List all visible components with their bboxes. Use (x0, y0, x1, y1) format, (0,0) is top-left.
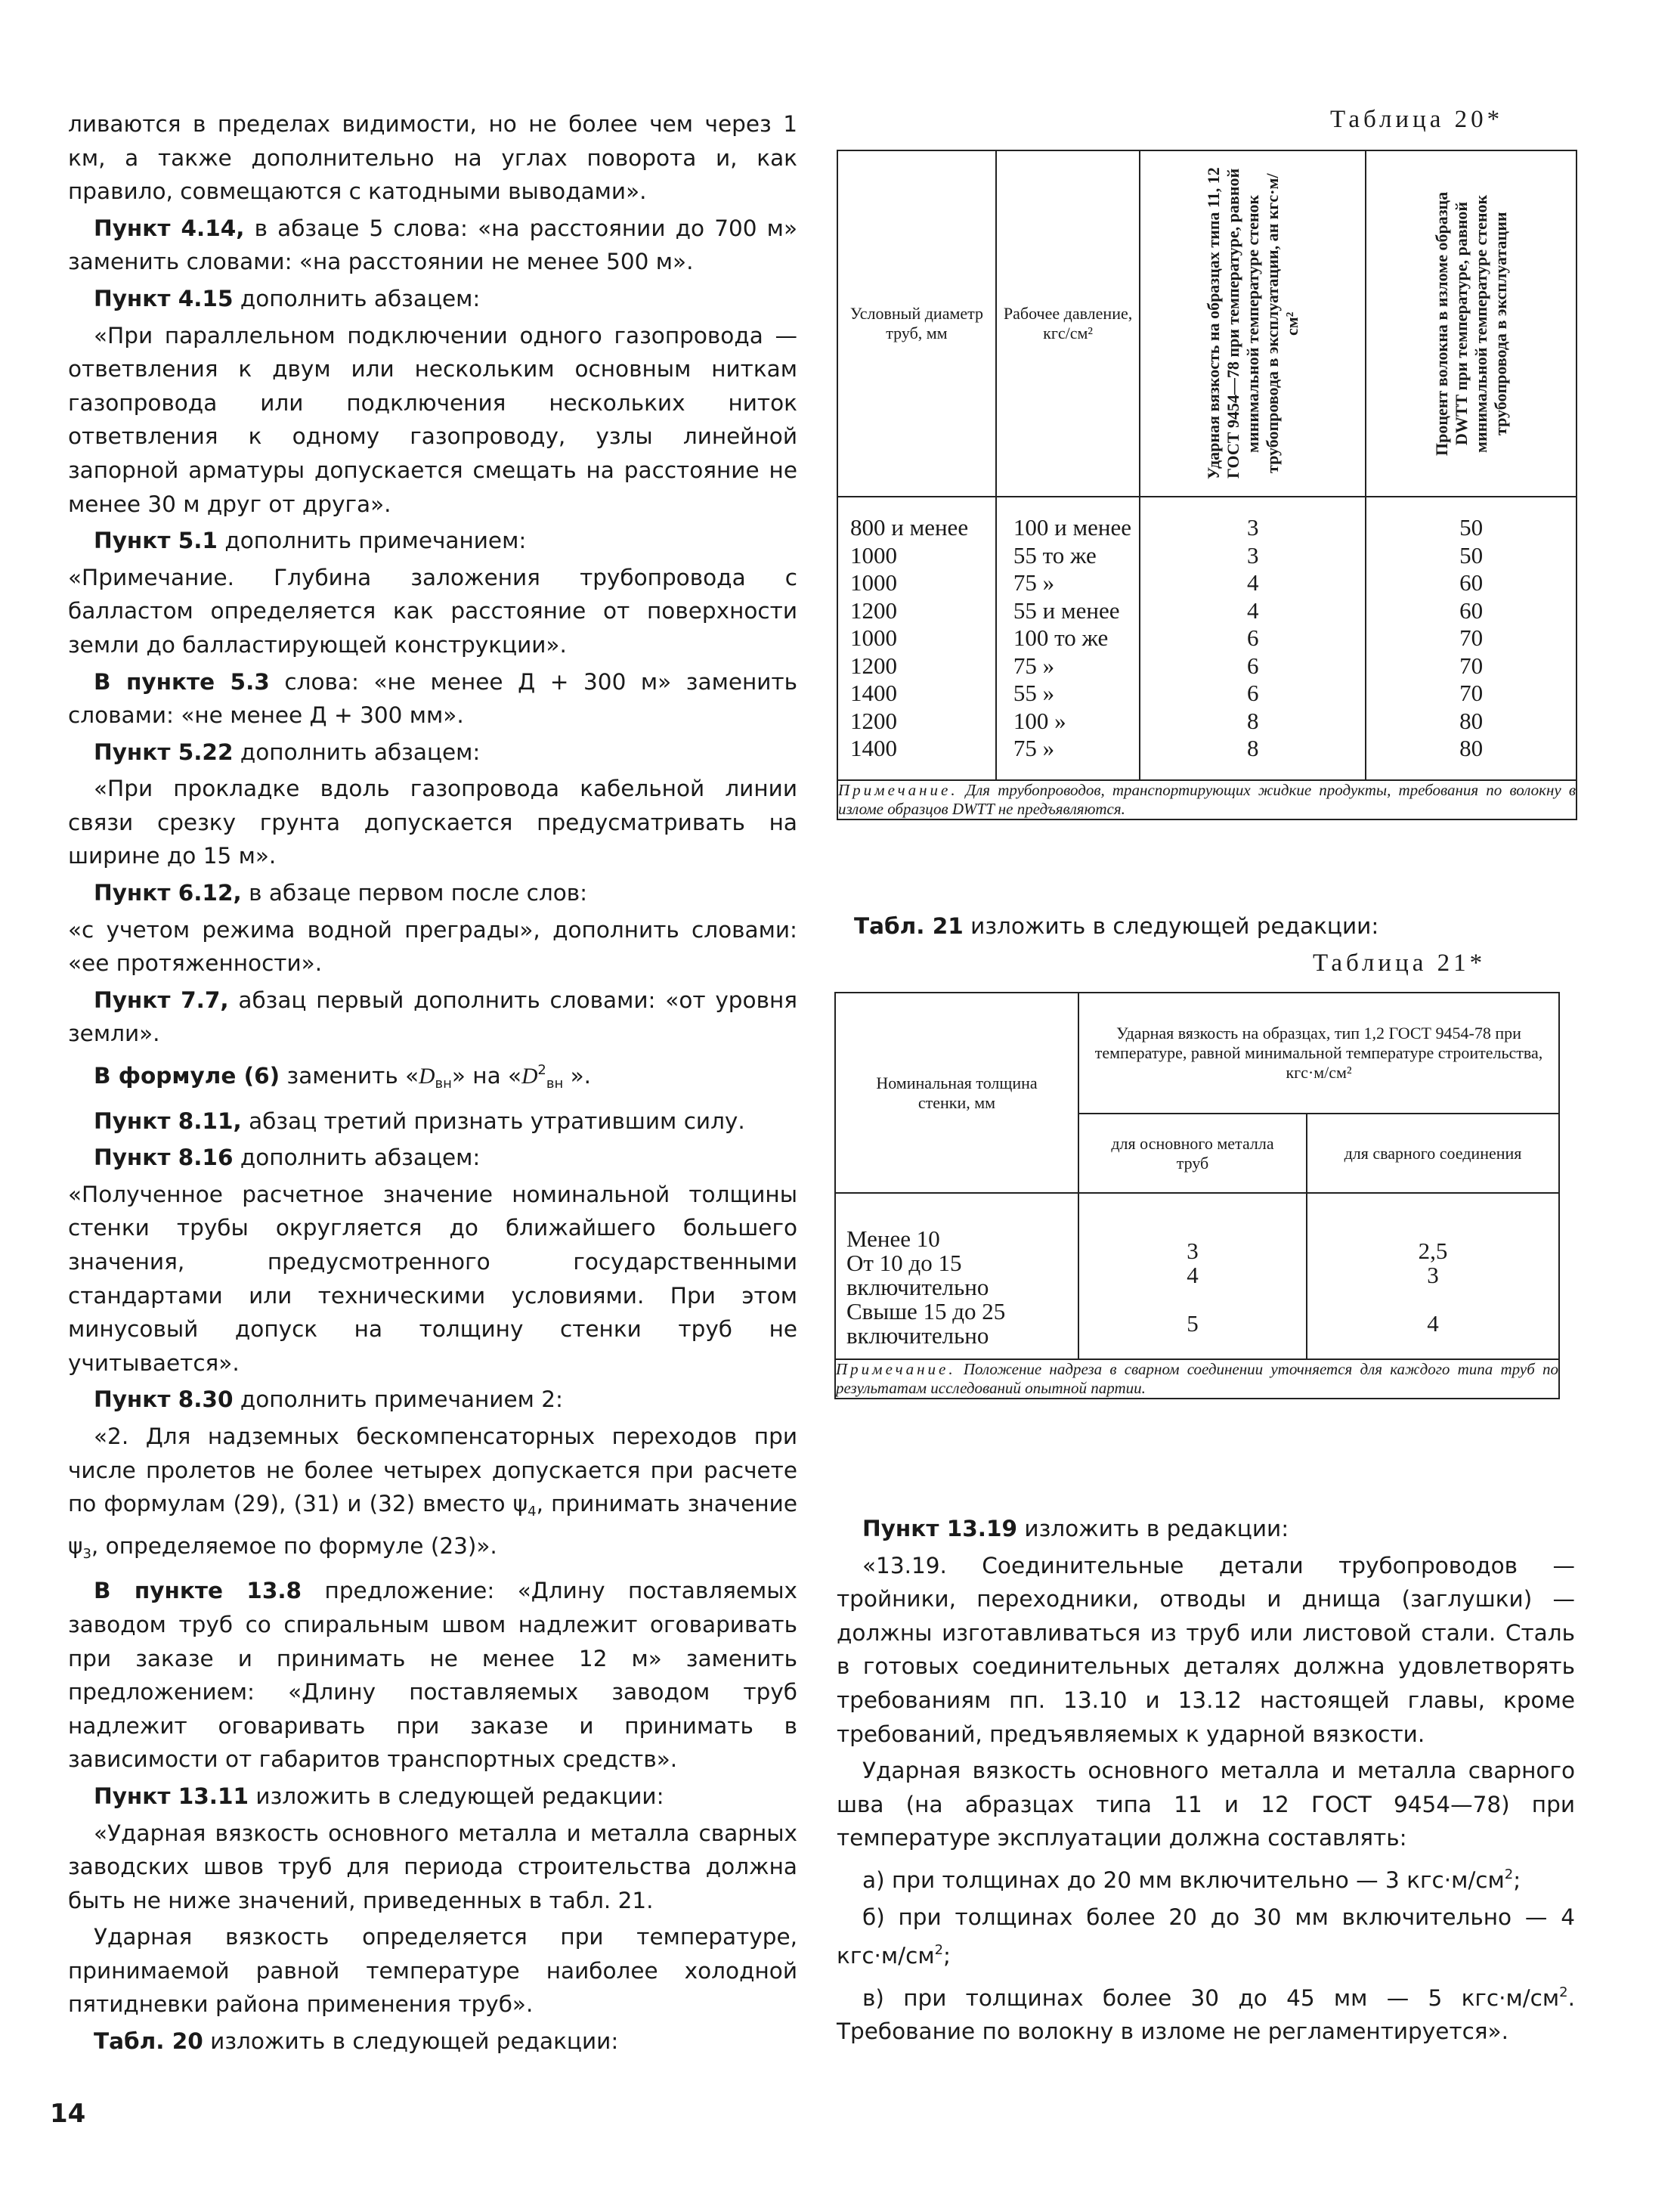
table-cell: 5 (1187, 1310, 1199, 1337)
table-cell: 6 (1246, 624, 1259, 652)
table-cell: 60 (1459, 596, 1484, 624)
clause-ref: В пункте 13.8 (94, 1578, 302, 1604)
table-cell: 55 и менее (1013, 596, 1120, 624)
text: в абзаце первом после слов: (241, 880, 588, 906)
paragraph (68, 1780, 797, 1814)
table-cell: 800 и менее (850, 514, 969, 541)
table21-col-weld (1307, 1193, 1559, 1359)
text: . Требование по волокну в изломе не регламентируется». (837, 1984, 1575, 2045)
paragraph: «При параллельном подключении одного газопровода — ответвления к двум или нескольким основным ниткам газопровода или подключения нескольких ниток ответвления к одному газопроводу, узлы линейной запорной арматуры допускается смещать на расстояние не менее 30 м друг от друга». (68, 322, 797, 517)
table-cell: 4 (1187, 1262, 1199, 1288)
table-cell: 4 (1427, 1310, 1439, 1337)
paragraph: Ударная вязкость определяется при температуре, принимаемой равной температуре наиболее холодной пятидневки района применения труб». (68, 1924, 797, 2018)
superscript: 2 (1559, 1984, 1568, 2000)
table-cell: 55 » (1013, 680, 1055, 707)
table-cell: 1400 (850, 680, 897, 707)
table20-col-diameter (837, 497, 996, 780)
paragraph (837, 1858, 1575, 1898)
paragraph (68, 665, 797, 733)
paragraph: «При прокладке вдоль газопровода кабельной линии связи срезку грунта допускается предусматривать на ширине до 15 м». (68, 776, 797, 869)
subscript: 4 (528, 1504, 537, 1520)
table-cell: 75 » (1013, 652, 1055, 679)
table21-header-base: для основного металла труб (1078, 1114, 1307, 1193)
page-number: 14 (50, 2099, 86, 2129)
table20-caption: Таблица 20* (1330, 106, 1504, 133)
table20-col-pressure (996, 497, 1140, 780)
clause-ref: Пункт 8.30 (94, 1386, 234, 1413)
formula-symbol: D (419, 1064, 435, 1089)
table20-header-impact: Ударная вязкость на образцах типа 11, 12 ГОСТ 9454—78 при температуре, равной минимальной температуре стенок трубопровода в эксплуатации, aн кгс·м/см² (1140, 150, 1366, 497)
paragraph (68, 212, 797, 279)
subscript: вн (546, 1076, 564, 1092)
table20-header-pressure: Рабочее давление, кгс/см² (996, 150, 1140, 497)
text: дополнить абзацем: (233, 739, 481, 765)
text: ». (563, 1063, 592, 1089)
paragraph (68, 736, 797, 770)
paragraph (68, 876, 797, 910)
table-cell: 80 (1459, 735, 1484, 762)
clause-ref: Пункт 5.1 (94, 528, 218, 554)
table21-header-weld: для сварного соединения (1307, 1114, 1559, 1193)
text: изложить в редакции: (1017, 1516, 1289, 1541)
table-cell: 8 (1246, 735, 1259, 762)
text: дополнить примечанием 2: (233, 1386, 563, 1413)
text: слова: «не менее Д + 300 м» заменить словами: «не менее Д + 300 мм». (68, 668, 798, 729)
text: «2. Для надземных бескомпенсаторных переходов при числе пролетов не более четырех допускается при расчете по формулам (29), (31) и (32) вместо ψ (68, 1423, 797, 1517)
text: дополнить примечанием: (217, 528, 527, 554)
paragraph (837, 1901, 1575, 1973)
table-cell: 1200 (850, 652, 897, 679)
paragraph (837, 1976, 1575, 2049)
clause-ref: Пункт 4.14, (94, 215, 245, 241)
text: , принимать значение ψ (68, 1491, 797, 1559)
table-cell: 100 » (1013, 707, 1066, 734)
table20-body (837, 497, 1577, 780)
subscript: вн (435, 1076, 452, 1092)
clause-ref: Табл. 21 (854, 913, 964, 939)
table-cell: 1000 (850, 624, 897, 652)
table-cell: 3 (1427, 1262, 1439, 1288)
table20-col-impact (1140, 497, 1366, 780)
table-cell: 75 » (1013, 569, 1055, 596)
note-text: Для трубопроводов, транспортирующих жидкие продукты, требования по волокну в изломе образцов DWTT не предъявляются. (838, 781, 1576, 818)
table-cell: 1400 (850, 735, 897, 762)
text: , определяемое по формуле (23)». (91, 1532, 497, 1559)
paragraph (68, 524, 797, 558)
text: ; (1513, 1867, 1521, 1893)
text: изложить в следующей редакции: (249, 1783, 664, 1809)
clause-ref: В формуле (6) (94, 1063, 280, 1089)
clause-ref: В пункте 5.3 (94, 668, 270, 695)
paragraph: Ударная вязкость основного металла и металла сварного шва (на абразцах типа 11 и 12 ГОСТ 9454—78) при температуре эксплуатации должна составлять: (837, 1758, 1575, 1851)
table20-note (837, 780, 1577, 819)
note-label: Примечание. (838, 781, 958, 799)
table21-col-base (1078, 1193, 1307, 1359)
clause-ref: Пункт 5.22 (94, 739, 234, 765)
text: абзац первый дополнить словами: «от уровня земли». (68, 987, 797, 1047)
text: в) при толщинах более 30 до 45 мм — 5 кгс·м/см (862, 1984, 1560, 2011)
table21-header-impact: Ударная вязкость на образцах, тип 1,2 ГОСТ 9454-78 при температуре, равной минимальной температуре строительства, кгс·м/см² (1078, 993, 1559, 1114)
paragraph: «Ударная вязкость основного металла и металла сварных заводских швов труб для периода строительства должна быть не ниже значений, приведенных в табл. 21. (68, 1820, 797, 1913)
text: изложить в следующей редакции: (963, 913, 1379, 939)
table21-note (835, 1359, 1559, 1399)
table-cell: 8 (1246, 707, 1259, 734)
table-cell: 1200 (850, 707, 897, 734)
table-cell: 4 (1246, 596, 1259, 624)
table-cell: 70 (1459, 652, 1484, 679)
clause-ref: Пункт 8.11, (94, 1108, 242, 1134)
table-cell: 50 (1459, 541, 1484, 568)
table-cell: 6 (1246, 652, 1259, 679)
paragraph (68, 1104, 797, 1139)
text: дополнить абзацем: (233, 1145, 481, 1171)
clause-ref: Табл. 20 (94, 2028, 203, 2055)
table-cell: 1000 (850, 569, 897, 596)
superscript: 2 (1504, 1866, 1514, 1882)
table-cell: 70 (1459, 680, 1484, 707)
text: а) при толщинах до 20 мм включительно — 3 кгс·м/см (862, 1867, 1505, 1893)
table-cell: 3 (1187, 1238, 1199, 1264)
paragraph (68, 984, 797, 1051)
text: » на « (451, 1063, 522, 1089)
superscript: 2 (934, 1942, 944, 1959)
table-cell: 1000 (850, 541, 897, 568)
table-cell: 6 (1246, 680, 1259, 707)
paragraph (837, 1512, 1575, 1546)
table-cell: 50 (1459, 514, 1484, 541)
formula-symbol: D (521, 1064, 538, 1089)
paragraph (68, 2025, 797, 2059)
clause-ref: Пункт 7.7, (94, 987, 229, 1013)
text: ; (943, 1943, 951, 1969)
table-cell: 100 и менее (1013, 514, 1131, 541)
text: в абзаце 5 слова: «на расстоянии до 700 м» заменить словами: «на расстоянии не менее 500 м». (68, 215, 797, 275)
table21 (834, 992, 1560, 1399)
paragraph (68, 1574, 797, 1777)
table-cell: 3 (1246, 514, 1259, 541)
text: изложить в следующей редакции: (203, 2028, 619, 2055)
paragraph: ливаются в пределах видимости, но не более чем через 1 км, а также дополнительно на углах поворота и, как правило, совмещаются с катодными выводами». (68, 111, 797, 205)
paragraph: «13.19. Соединительные детали трубопроводов — тройники, переходники, отводы и днища (заглушки) — должны изготавливаться из труб или листовой стали. Сталь в готовых соединительных деталях должна удовлетворять требованиям пп. 13.10 и 13.12 настоящей главы, кроме требований, предъявляемых к ударной вязкости. (837, 1552, 1575, 1747)
table21-body (835, 1193, 1559, 1359)
paragraph (68, 1141, 797, 1175)
table-cell: 3 (1246, 541, 1259, 568)
table-cell: 70 (1459, 624, 1484, 652)
table21-caption: Таблица 21* (1313, 950, 1487, 977)
table-cell: Менее 10 (846, 1225, 940, 1252)
clause-ref: Пункт 6.12, (94, 880, 242, 906)
paragraph: «Полученное расчетное значение номинальной толщины стенки трубы округляется до ближайшего большего значения, предусмотренного государственными стандартами или техническими условиями. При этом минусовый допуск на толщину стенки труб не учитывается». (68, 1181, 797, 1376)
table21-col-thickness (835, 1193, 1078, 1359)
table-cell: Свыше 15 до 25 включительно (846, 1298, 1006, 1349)
subscript: 3 (82, 1545, 91, 1562)
right-column (837, 1512, 1575, 2052)
table20-header-diameter: Условный диаметр труб, мм (837, 150, 996, 497)
table-cell: От 10 до 15 включительно (846, 1250, 989, 1300)
table20-header-fiber: Процент волокна в изломе образца DWTT при температуре, равной минимальной температуре стенок трубопровода в эксплуатации (1366, 150, 1577, 497)
table-cell: 2,5 (1418, 1238, 1448, 1264)
clause-ref: Пункт 13.11 (94, 1783, 249, 1809)
table-cell: 75 » (1013, 735, 1055, 762)
text: дополнить абзацем: (233, 285, 481, 311)
clause-ref: Пункт 8.16 (94, 1145, 234, 1171)
table-cell: 80 (1459, 707, 1484, 734)
table-cell: 100 то же (1013, 624, 1109, 652)
paragraph (68, 282, 797, 316)
text: абзац третий признать утратившим силу. (241, 1108, 745, 1134)
table-cell: 1200 (850, 596, 897, 624)
left-column (68, 107, 797, 2062)
table20 (837, 150, 1577, 820)
superscript: 2 (537, 1062, 546, 1079)
table-cell: 60 (1459, 569, 1484, 596)
text: предложение: «Длину поставляемых заводом труб со спиральным швом надлежит оговаривать при заказе и принимать не менее 12 м» заменить предложением: «Длину поставляемых заводом труб надлежит оговаривать при заказе и принимать в зависимости от габаритов транспортных средств». (68, 1578, 797, 1773)
note-text: Положение надреза в сварном соединении уточняется для каждого типа труб по результатам исследований опытной партии. (836, 1360, 1558, 1397)
table20-col-fiber (1366, 497, 1577, 780)
clause-ref: Пункт 4.15 (94, 285, 234, 311)
table21-intro (854, 909, 1580, 943)
note-label: Примечание. (836, 1360, 956, 1378)
table-cell: 55 то же (1013, 541, 1097, 568)
paragraph: «Примечание. Глубина заложения трубопровода с балластом определяется как расстояние от поверхности земли до балластирующей конструкции». (68, 564, 797, 658)
text: б) при толщинах более 20 до 30 мм включительно — 4 кгс·м/см (837, 1904, 1575, 1969)
paragraph: «с учетом режима водной преграды», дополнить словами: «ее протяженности». (68, 916, 797, 977)
paragraph (68, 1420, 797, 1571)
clause-ref: Пункт 13.19 (862, 1516, 1018, 1541)
text: заменить « (280, 1063, 419, 1089)
paragraph (68, 1054, 797, 1101)
table-cell: 4 (1246, 569, 1259, 596)
table21-header-thickness: Номинальная толщина стенки, мм (835, 993, 1078, 1193)
paragraph (68, 1383, 797, 1417)
